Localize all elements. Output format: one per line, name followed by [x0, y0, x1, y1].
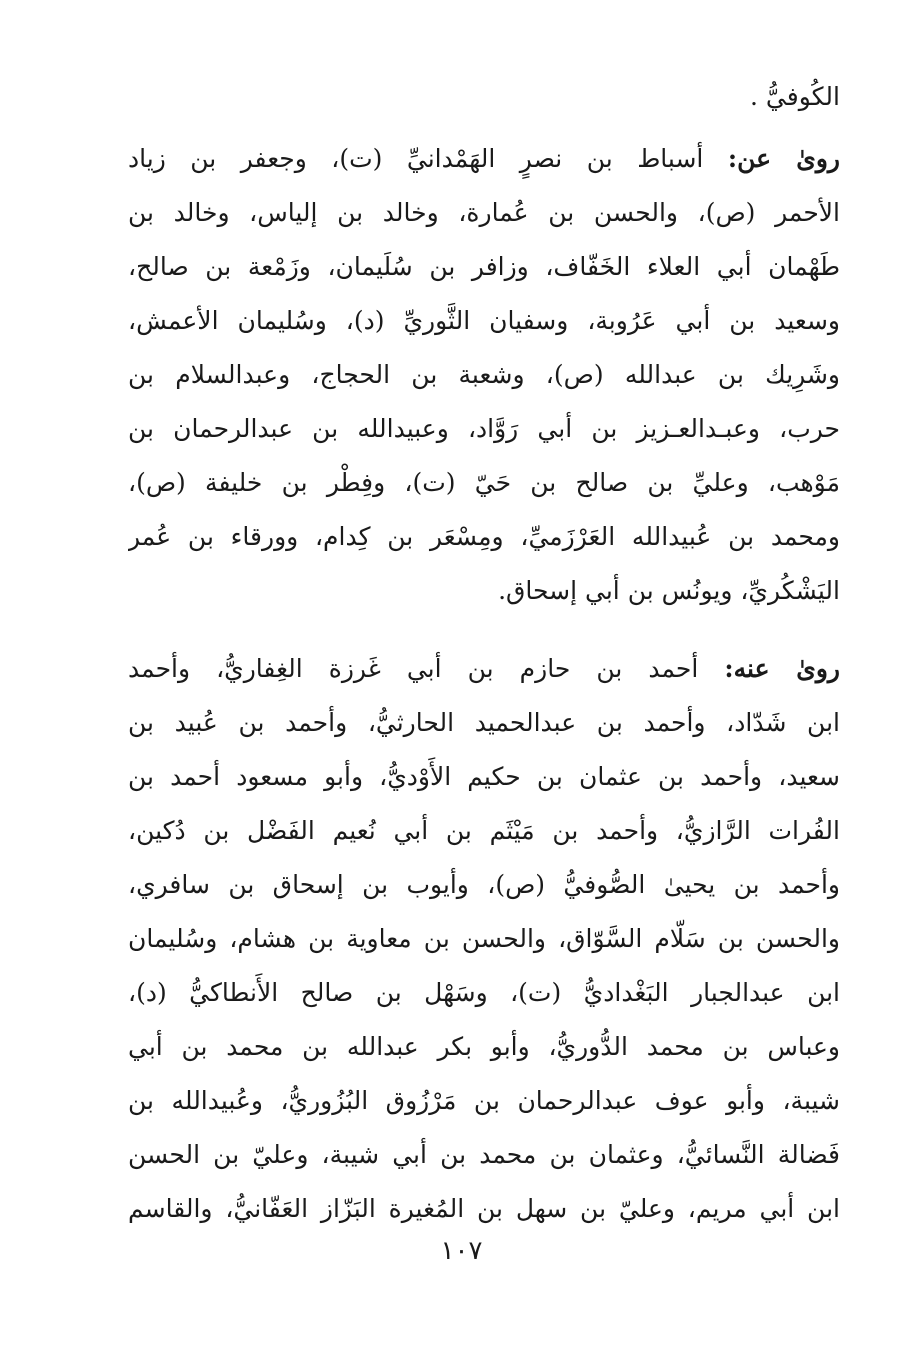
continuation-block [128, 70, 840, 124]
narrated-by-section [128, 642, 840, 1236]
narrated-by-line-10: فَضالة النَّسائيُّ، وعثمان بن محمد بن أبي شيبة، وعليّ بن الحسن [128, 1140, 840, 1169]
narrated-from-line-1-text: أسباط بن نصرٍ الهَمْدانيِّ (ت)، وجعفر بن زياد [128, 144, 728, 173]
narrated-by-heading: روىٰ عنه: [724, 654, 840, 683]
narrated-by-line-5: وأحمد بن يحيىٰ الصُّوفيُّ (ص)، وأيوب بن إسحاق بن سافري، [128, 870, 840, 899]
narrated-by-line-3: سعيد، وأحمد بن عثمان بن حكيم الأَوْديُّ، وأبو مسعود أحمد بن [128, 762, 840, 791]
narrated-by-line-8: وعباس بن محمد الدُّوريُّ، وأبو بكر عبدالله بن محمد بن أبي [128, 1032, 840, 1061]
narrated-from-heading: روىٰ عن: [727, 144, 840, 173]
narrated-by-line-1-text: أحمد بن حازم بن أبي غَرزة الغِفاريُّ، وأحمد [128, 654, 725, 683]
narrated-from-line-3: طَهْمان أبي العلاء الخَفّاف، وزافر بن سُلَيمان، وزَمْعة بن صالح، [128, 252, 840, 281]
narrated-by-line-7: ابن عبدالجبار البَغْداديُّ (ت)، وسَهْل بن صالح الأَنطاكيُّ (د)، [128, 978, 840, 1007]
page-number: ١٠٧ [440, 1236, 483, 1266]
narrated-by-line-1 [128, 642, 840, 696]
narrated-from-line-7: مَوْهب، وعليِّ بن صالح بن حَيّ (ت)، وفِطْر بن خليفة (ص)، [128, 468, 840, 497]
narrated-from-line-5: وشَرِيك بن عبدالله (ص)، وشعبة بن الحجاج، وعبدالسلام بن [128, 360, 840, 389]
continuation-line: الكُوفيُّ . [750, 82, 840, 111]
narrated-from-line-9: اليَشْكُريِّ، ويونُس بن أبي إسحاق. [498, 576, 840, 605]
narrated-by-line-4: الفُرات الرَّازيُّ، وأحمد بن مَيْثَم بن أبي نُعيم الفَضْل بن دُكين، [128, 816, 840, 845]
narrated-by-line-9: شيبة، وأبو عوف عبدالرحمان بن مَرْزُوق البُزُوريُّ، وعُبيدالله بن [128, 1086, 840, 1115]
narrated-by-line-2: ابن شَدّاد، وأحمد بن عبدالحميد الحارثيُّ، وأحمد بن عُبيد بن [128, 708, 840, 737]
narrated-by-line-6: والحسن بن سَلّام السَّوّاق، والحسن بن معاوية بن هشام، وسُليمان [128, 924, 840, 953]
narrated-from-line-2: الأحمر (ص)، والحسن بن عُمارة، وخالد بن إلياس، وخالد بن [128, 198, 840, 227]
narrated-from-section [128, 132, 840, 618]
narrated-from-line-4: وسعيد بن أبي عَرُوبة، وسفيان الثَّوريِّ (د)، وسُليمان الأعمش، [128, 306, 840, 335]
narrated-from-line-1 [128, 132, 840, 186]
narrated-by-line-11: ابن أبي مريم، وعليّ بن سهل بن المُغيرة البَزّاز العَفّانيُّ، والقاسم [128, 1194, 840, 1223]
narrated-from-line-8: ومحمد بن عُبيدالله العَرْزَميِّ، ومِسْعَر بن كِدام، وورقاء بن عُمر [128, 522, 840, 551]
narrated-from-line-6: حرب، وعبـدالعـزيز بن أبي رَوَّاد، وعبيدالله بن عبدالرحمان بن [128, 414, 840, 443]
